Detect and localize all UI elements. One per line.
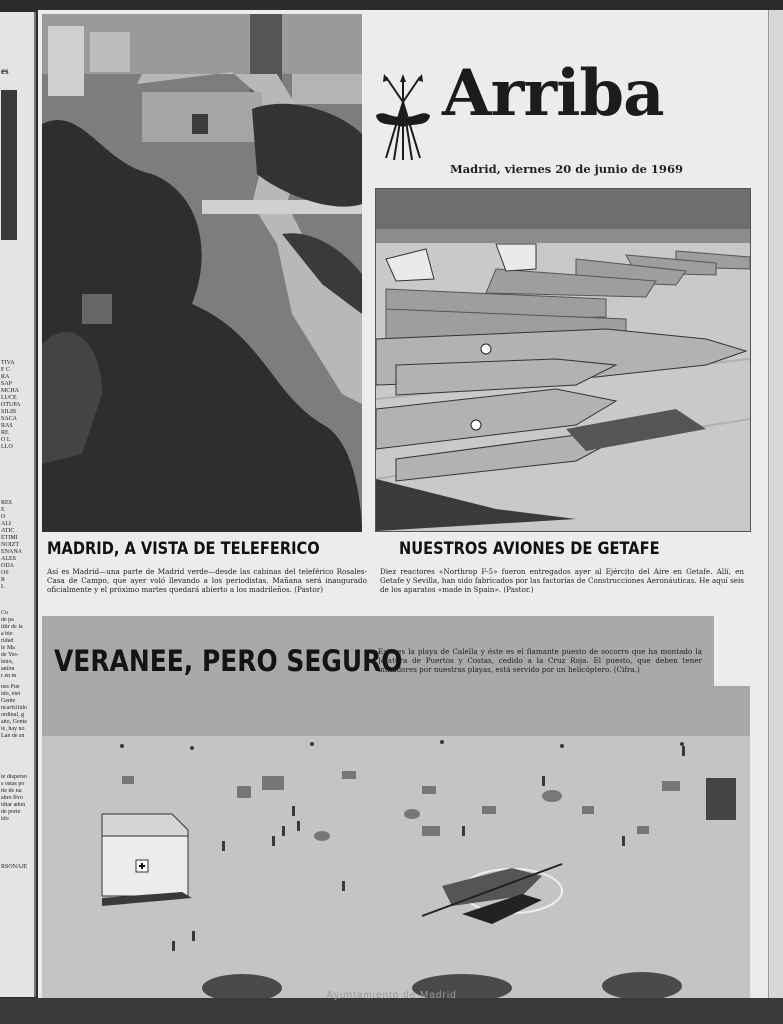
adjacent-column-line: LUCE (1, 395, 17, 401)
adjacent-column-line: de Yes- (1, 652, 19, 658)
adjacent-page-photo (1, 90, 17, 240)
adjacent-column-line: RE (1, 430, 9, 436)
madrid-aerial-illustration (42, 14, 362, 532)
beach-helicopter-photo (42, 686, 750, 998)
archive-watermark: Ayuntamiento de Madrid (326, 990, 457, 1001)
adjacent-column-line: Gente (1, 698, 16, 704)
adjacent-column-line: de porte (1, 809, 21, 815)
madrid-headline: MADRID, A VISTA DE TELEFERICO (47, 539, 320, 559)
adjacent-page-top-fragment (1, 68, 31, 75)
adjacent-page-left (0, 12, 36, 997)
aviones-caption: Diez reactores «Northrop F-5» fueron entregados ayer al Ejército del Aire en Getafe. Allí, en Getafe y Sevilla, han sido fabricados por las factorías de Construcciones Aeronáuticas. He aquí seis de los aparatos «made in Spain». (Pastor.) (380, 567, 744, 594)
adjacent-column-line: ldo (1, 816, 9, 822)
adjacent-column-line: ETIMI (1, 535, 18, 541)
adjacent-column-line: OS (1, 570, 9, 576)
left-bottom-fragment: RSONAJE (1, 864, 28, 870)
adjacent-column-line: ncarfcilido (1, 705, 27, 711)
madrid-caption: Así es Madrid—una parte de Madrid verde—desde las cabinas del teleférico Rosales-Casa de Campo, que ayer voló llevando a los periodistas. Mañana será inaugurado oficialmente y el próximo martes quedará abierto a los madrileños. (Pastor) (47, 567, 367, 594)
adjacent-column-line: s ostas po (1, 781, 25, 787)
adjacent-column-line: NOIZT (1, 542, 19, 548)
adjacent-column-line: R (1, 577, 6, 583)
scan-bottom-edge (0, 998, 783, 1024)
adjacent-column-line: anión (1, 666, 15, 672)
adjacent-column-line: E (1, 507, 5, 513)
veranee-headline: VERANEE, PERO SEGURO (54, 644, 403, 678)
adjacent-column-line: MCHA (1, 388, 20, 394)
adjacent-column-line: SAP (1, 381, 13, 387)
beach-illustration (42, 686, 750, 998)
adjacent-column-line: SACA (1, 416, 18, 422)
adjacent-column-4 (1, 684, 31, 740)
adjacent-column-line: OTUPA (1, 402, 21, 408)
adjacent-column-line: ENANA (1, 549, 22, 555)
adjacent-column-line: F C (1, 367, 10, 373)
adjacent-column-line: r en m (1, 673, 17, 679)
adjacent-column-line: RA (1, 374, 10, 380)
adjacent-column-line: SILIB (1, 409, 16, 415)
adjacent-column-line: ido, etei (1, 691, 21, 697)
adjacent-column-line: idiar adón (1, 802, 26, 808)
left-fragment: es (1, 68, 9, 75)
adjacent-column-line: nes Pue (1, 684, 20, 690)
newspaper-title: Arriba (442, 56, 664, 131)
adjacent-column-line: ALES (1, 556, 16, 562)
adjacent-column-line: ite de nu (1, 788, 22, 794)
veranee-caption: Esta es la playa de Calella y éste es el flamante puesto de socorro que ha montado la Jefatura de Puertos y Costas, cedido a la Cruz Roja. El puesto, que deben tener imitadores por nuestras playas, está servido por un helicóptero. (Cifra.) (378, 647, 702, 674)
newspaper-date: Madrid, viernes 20 de junio de 1969 (450, 162, 683, 176)
adjacent-column-line: a bie (1, 631, 13, 637)
adjacent-column-line: año, Gente (1, 719, 27, 725)
newspaper-page (38, 10, 768, 1000)
adjacent-column-line: Co (1, 610, 9, 616)
madrid-aerial-photo (42, 14, 362, 532)
adjacent-column-line: LLO (1, 444, 13, 450)
aviones-headline: NUESTROS AVIONES DE GETAFE (399, 539, 660, 559)
adjacent-column-line: O L (1, 437, 11, 443)
adjacent-column-line: ittir de la (1, 624, 23, 630)
adjacent-column-line: RES (1, 500, 13, 506)
adjacent-column-line: L (1, 584, 5, 590)
adjacent-column-2 (1, 500, 31, 591)
adjacent-page-text (1, 12, 32, 997)
adjacent-column-1 (1, 360, 31, 451)
page-right-edge (768, 10, 783, 1000)
adjacent-column-line: ordinal, g (1, 712, 24, 718)
adjacent-column-5 (1, 774, 31, 823)
adjacent-column-line: RAS (1, 423, 13, 429)
adjacent-column-line: O (1, 514, 6, 520)
adjacent-column-line: ALI (1, 521, 11, 527)
adjacent-column-line: ODA (1, 563, 14, 569)
adjacent-column-3 (1, 610, 31, 680)
adjacent-column-line: le Ma (1, 645, 15, 651)
adjacent-column-line: letrá, (1, 659, 14, 665)
adjacent-column-line: ie, hay no (1, 726, 25, 732)
adjacent-column-line: le dispersó (1, 774, 27, 780)
adjacent-column-line: abro Ilvo (1, 795, 23, 801)
adjacent-column-line: Lan de sn (1, 733, 25, 739)
fighter-jets-photo (375, 188, 751, 532)
adjacent-column-line: de pa (1, 617, 14, 623)
adjacent-column-line: TIVA (1, 360, 15, 366)
adjacent-column-line: ATIC (1, 528, 15, 534)
fighter-jets-illustration (376, 189, 750, 531)
adjacent-column-line: ridad (1, 638, 14, 644)
adjacent-page-bottom-fragment (1, 864, 31, 871)
yoke-and-arrows-emblem-icon (374, 72, 432, 162)
